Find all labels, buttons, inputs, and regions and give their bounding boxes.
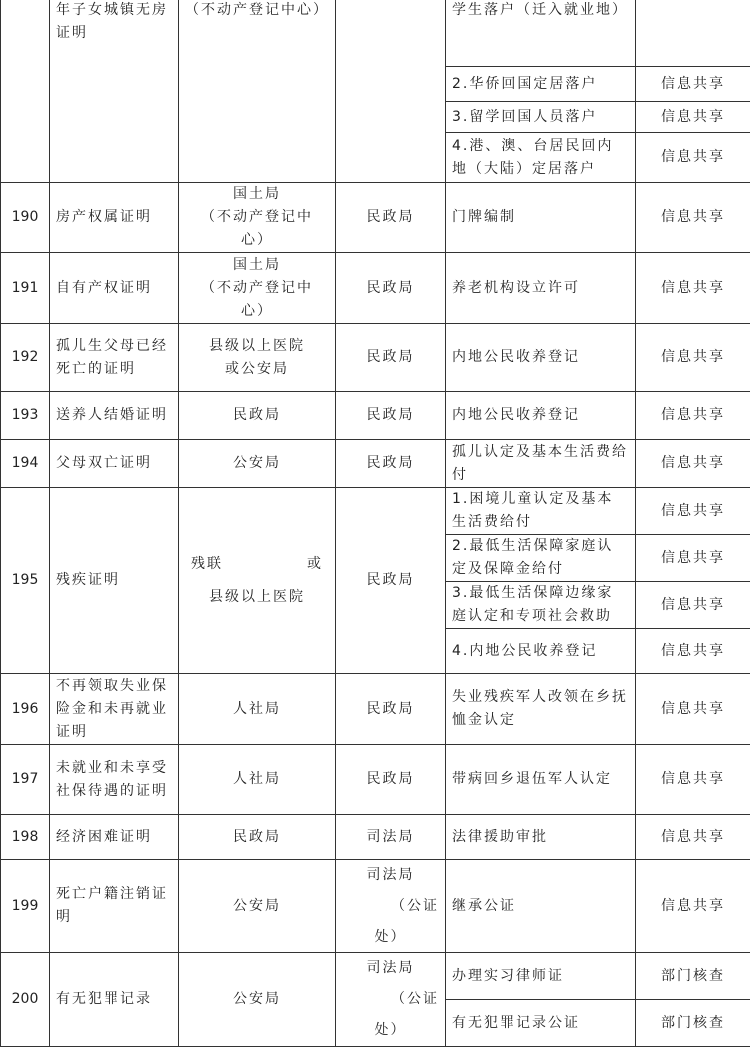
issuer-cell: 公安局 bbox=[179, 953, 336, 1047]
issuer-cell: 人社局 bbox=[179, 674, 336, 745]
approver-cell: 民政局 bbox=[336, 745, 446, 815]
row-number: 198 bbox=[1, 815, 50, 860]
service-cell: 1.困境儿童认定及基本生活费给付 bbox=[446, 488, 636, 535]
table-row bbox=[1, 488, 750, 535]
document-cell: 年子女城镇无房证明 bbox=[50, 0, 179, 183]
row-number: 199 bbox=[1, 860, 50, 953]
method-cell: 信息共享 bbox=[636, 860, 750, 953]
approver-cell: 司法局 （公证 处） bbox=[336, 953, 446, 1047]
document-cell: 未就业和未享受社保待遇的证明 bbox=[50, 745, 179, 815]
row-number: 197 bbox=[1, 745, 50, 815]
document-cell: 死亡户籍注销证明 bbox=[50, 860, 179, 953]
method-cell: 信息共享 bbox=[636, 324, 750, 392]
method-cell: 信息共享 bbox=[636, 133, 750, 183]
table-row bbox=[1, 440, 750, 488]
row-number: 200 bbox=[1, 953, 50, 1047]
issuer-cell: 人社局 bbox=[179, 745, 336, 815]
document-cell: 孤儿生父母已经死亡的证明 bbox=[50, 324, 179, 392]
table-row bbox=[1, 253, 750, 324]
row-number: 191 bbox=[1, 253, 50, 324]
method-cell: 信息共享 bbox=[636, 183, 750, 253]
service-cell: 门牌编制 bbox=[446, 183, 636, 253]
method-cell: 信息共享 bbox=[636, 582, 750, 629]
issuer-cell: 公安局 bbox=[179, 440, 336, 488]
document-cell: 自有产权证明 bbox=[50, 253, 179, 324]
service-cell: 内地公民收养登记 bbox=[446, 324, 636, 392]
issuer-cell: 国土局 （不动产登记中 心） bbox=[179, 183, 336, 253]
issuer-cell: 国土局 （不动产登记中 心） bbox=[179, 253, 336, 324]
document-cell: 残疾证明 bbox=[50, 488, 179, 674]
approver-cell: 司法局 bbox=[336, 815, 446, 860]
issuer-cell: 公安局 bbox=[179, 860, 336, 953]
method-cell: 部门核查 bbox=[636, 953, 750, 1000]
method-cell: 信息共享 bbox=[636, 253, 750, 324]
table-row bbox=[1, 745, 750, 815]
service-cell: 有无犯罪记录公证 bbox=[446, 1000, 636, 1047]
approver-cell: 民政局 bbox=[336, 674, 446, 745]
approver-cell: 民政局 bbox=[336, 440, 446, 488]
approver-cell: 民政局 bbox=[336, 392, 446, 440]
row-number: 192 bbox=[1, 324, 50, 392]
approver-cell: 民政局 bbox=[336, 488, 446, 674]
method-cell: 信息共享 bbox=[636, 674, 750, 745]
service-cell: 4.内地公民收养登记 bbox=[446, 629, 636, 674]
issuer-cell: （不动产登记中心） bbox=[179, 0, 336, 183]
document-cell: 经济困难证明 bbox=[50, 815, 179, 860]
approver-cell bbox=[336, 0, 446, 183]
service-cell: 4.港、澳、台居民回内地（大陆）定居落户 bbox=[446, 133, 636, 183]
method-cell: 信息共享 bbox=[636, 535, 750, 582]
document-cell: 有无犯罪记录 bbox=[50, 953, 179, 1047]
issuer-cell: 民政局 bbox=[179, 392, 336, 440]
table-row bbox=[1, 953, 750, 1000]
issuer-cell: 民政局 bbox=[179, 815, 336, 860]
method-cell: 信息共享 bbox=[636, 392, 750, 440]
table-row bbox=[1, 392, 750, 440]
row-number: 195 bbox=[1, 488, 50, 674]
service-cell: 内地公民收养登记 bbox=[446, 392, 636, 440]
table-row bbox=[1, 0, 750, 67]
method-cell: 部门核查 bbox=[636, 1000, 750, 1047]
row-number: 190 bbox=[1, 183, 50, 253]
document-cell: 房产权属证明 bbox=[50, 183, 179, 253]
document-cell: 父母双亡证明 bbox=[50, 440, 179, 488]
method-cell: 信息共享 bbox=[636, 815, 750, 860]
table-row bbox=[1, 860, 750, 953]
method-cell: 信息共享 bbox=[636, 629, 750, 674]
row-number: 194 bbox=[1, 440, 50, 488]
approver-cell: 民政局 bbox=[336, 183, 446, 253]
table-row bbox=[1, 815, 750, 860]
service-cell: 孤儿认定及基本生活费给付 bbox=[446, 440, 636, 488]
service-cell: 失业残疾军人改领在乡抚恤金认定 bbox=[446, 674, 636, 745]
approver-cell: 民政局 bbox=[336, 324, 446, 392]
row-number: 196 bbox=[1, 674, 50, 745]
issuer-cell: 县级以上医院 或公安局 bbox=[179, 324, 336, 392]
method-cell: 信息共享 bbox=[636, 488, 750, 535]
method-cell: 信息共享 bbox=[636, 745, 750, 815]
method-cell bbox=[636, 0, 750, 67]
service-cell: 法律援助审批 bbox=[446, 815, 636, 860]
service-cell: 继承公证 bbox=[446, 860, 636, 953]
issuer-cell: 残联 或 县级以上医院 bbox=[179, 488, 336, 674]
document-cell: 送养人结婚证明 bbox=[50, 392, 179, 440]
table-row bbox=[1, 674, 750, 745]
service-cell: 3.留学回国人员落户 bbox=[446, 102, 636, 133]
table-row bbox=[1, 324, 750, 392]
approver-cell: 民政局 bbox=[336, 253, 446, 324]
service-cell: 学生落户（迁入就业地） bbox=[446, 0, 636, 67]
method-cell: 信息共享 bbox=[636, 102, 750, 133]
service-cell: 2.华侨回国定居落户 bbox=[446, 67, 636, 102]
service-cell: 带病回乡退伍军人认定 bbox=[446, 745, 636, 815]
method-cell: 信息共享 bbox=[636, 67, 750, 102]
document-cell: 不再领取失业保险金和未再就业证明 bbox=[50, 674, 179, 745]
service-cell: 养老机构设立许可 bbox=[446, 253, 636, 324]
service-cell: 办理实习律师证 bbox=[446, 953, 636, 1000]
service-cell: 3.最低生活保障边缘家庭认定和专项社会救助 bbox=[446, 582, 636, 629]
method-cell: 信息共享 bbox=[636, 440, 750, 488]
approver-cell: 司法局 （公证 处） bbox=[336, 860, 446, 953]
row-number: 193 bbox=[1, 392, 50, 440]
table-row bbox=[1, 183, 750, 253]
service-cell: 2.最低生活保障家庭认定及保障金给付 bbox=[446, 535, 636, 582]
